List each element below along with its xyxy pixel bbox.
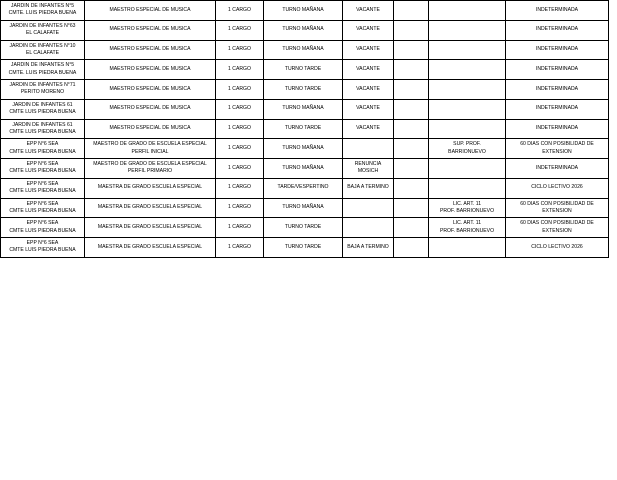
cell-turno <box>264 40 343 60</box>
cell-establecimiento <box>1 238 85 258</box>
cell-line: 1 CARGO <box>228 105 251 112</box>
cell-line: TURNO MAÑANA <box>282 144 324 151</box>
cell-cantidad <box>216 99 264 119</box>
cell-observacion <box>429 198 506 218</box>
cell-duracion <box>506 238 609 258</box>
cell-cantidad <box>216 139 264 159</box>
cell-cargo_denominacion <box>85 178 216 198</box>
cell-line: PROF. BARRIONUEVO <box>439 207 495 214</box>
cell-observacion <box>429 40 506 60</box>
cell-line: TURNO MAÑANA <box>282 105 324 112</box>
cell-line: EPP N°6 SEA <box>26 200 59 207</box>
table-row <box>1 238 609 258</box>
cell-situacion <box>343 1 394 21</box>
cell-line: 1 CARGO <box>228 125 251 132</box>
cell-duracion <box>506 1 609 21</box>
cell-cargo_denominacion <box>85 1 216 21</box>
cell-turno <box>264 80 343 100</box>
cell-extra <box>394 238 429 258</box>
cell-extra <box>394 1 429 21</box>
cell-cargo_denominacion <box>85 119 216 139</box>
cell-line: CMTE LUIS PIEDRA BUENA <box>9 207 76 214</box>
cell-cantidad <box>216 178 264 198</box>
cell-cargo_denominacion <box>85 218 216 238</box>
cell-establecimiento <box>1 159 85 179</box>
cell-cantidad <box>216 40 264 60</box>
cell-line: 1 CARGO <box>228 243 251 250</box>
cell-line: 1 CARGO <box>228 164 251 171</box>
cell-line: 1 CARGO <box>228 46 251 53</box>
cell-line: INDETERMINADA <box>535 65 579 72</box>
table-row <box>1 119 609 139</box>
cell-situacion <box>343 40 394 60</box>
cell-turno <box>264 218 343 238</box>
cell-line: MAESTRA DE GRADO ESCUELA ESPECIAL <box>97 204 203 211</box>
cell-line: EXTENSION <box>542 207 572 214</box>
cell-line: MAESTRO DE GRADO DE ESCUELA ESPECIAL <box>93 161 207 167</box>
cell-line: 60 DIAS CON POSIBILIDAD DE <box>520 220 594 227</box>
cell-line: 60 DIAS CON POSIBILIDAD DE <box>520 141 594 148</box>
cell-establecimiento <box>1 119 85 139</box>
cell-cantidad <box>216 218 264 238</box>
cell-establecimiento <box>1 218 85 238</box>
cell-duracion <box>506 119 609 139</box>
cell-extra <box>394 40 429 60</box>
cell-line: EXTENSION <box>542 227 572 234</box>
cell-turno <box>264 178 343 198</box>
cell-extra <box>394 218 429 238</box>
cell-line: JARDIN DE INFANTES N°10 <box>9 42 76 49</box>
cell-line: 1 CARGO <box>228 26 251 33</box>
cell-duracion <box>506 139 609 159</box>
table-body <box>1 1 609 258</box>
cell-line: BARRIONUEVO <box>448 148 486 155</box>
cell-line: TURNO TARDE <box>284 65 322 72</box>
cell-line: EL CALAFATE <box>25 49 60 56</box>
cell-line: INDETERMINADA <box>535 26 579 33</box>
cell-cargo_denominacion <box>85 238 216 258</box>
cell-line: MAESTRA DE GRADO ESCUELA ESPECIAL <box>97 223 203 230</box>
table-row <box>1 178 609 198</box>
cell-line: TURNO TARDE <box>284 223 322 230</box>
cell-establecimiento <box>1 198 85 218</box>
cell-duracion <box>506 80 609 100</box>
table-row <box>1 60 609 80</box>
cell-cargo_denominacion <box>85 80 216 100</box>
cell-cantidad <box>216 119 264 139</box>
cell-cargo_denominacion <box>85 99 216 119</box>
cell-establecimiento <box>1 178 85 198</box>
cell-line: MAESTRO ESPECIAL DE MUSICA <box>109 26 191 33</box>
cell-observacion <box>429 60 506 80</box>
cell-line: JARDIN DE INFANTES 61 <box>12 121 73 128</box>
cell-line: 1 CARGO <box>228 65 251 72</box>
cell-line: JARDIN DE INFANTES N°63 <box>9 22 76 29</box>
cell-line: BAJA A TERMINO <box>347 184 389 191</box>
cell-cantidad <box>216 238 264 258</box>
cell-line: JARDIN DE INFANTES N°5 <box>10 62 75 69</box>
cell-line: BAJA A TERMINO <box>347 243 389 250</box>
cell-line: PERITO MORENO <box>20 89 65 96</box>
cell-situacion <box>343 60 394 80</box>
cell-line: INDETERMINADA <box>535 6 579 13</box>
cell-line: INDETERMINADA <box>535 46 579 53</box>
cell-cantidad <box>216 60 264 80</box>
cell-observacion <box>429 139 506 159</box>
cell-line: INDETERMINADA <box>535 125 579 132</box>
cell-extra <box>394 198 429 218</box>
cell-line: CMTE LUIS PIEDRA BUENA <box>9 168 76 175</box>
cell-turno <box>264 159 343 179</box>
cell-line: INDETERMINADA <box>535 164 579 171</box>
cell-line: MAESTRO ESPECIAL DE MUSICA <box>109 85 191 92</box>
cell-cargo_denominacion <box>85 40 216 60</box>
cell-observacion <box>429 218 506 238</box>
table-row <box>1 139 609 159</box>
cell-line: TURNO TARDE <box>284 243 322 250</box>
cell-situacion <box>343 119 394 139</box>
cell-establecimiento <box>1 80 85 100</box>
cell-line: VACANTE <box>356 105 380 112</box>
cell-line: JARDIN DE INFANTES N°71 <box>9 82 76 88</box>
cell-line: MAESTRO ESPECIAL DE MUSICA <box>109 125 191 132</box>
cell-line: MAESTRO ESPECIAL DE MUSICA <box>109 46 191 53</box>
cell-line: CMTE. LUIS PIEDRA BUENA <box>8 69 77 76</box>
cell-situacion <box>343 99 394 119</box>
cell-line: TURNO MAÑANA <box>282 204 324 211</box>
cell-line: EXTENSION <box>542 148 572 155</box>
cell-line: 1 CARGO <box>228 184 251 191</box>
cell-observacion <box>429 99 506 119</box>
cell-line: LIC. ART. 11 <box>452 220 482 227</box>
cell-cargo_denominacion <box>85 198 216 218</box>
cell-line: CMTE LUIS PIEDRA BUENA <box>9 188 76 195</box>
cell-extra <box>394 80 429 100</box>
cell-establecimiento <box>1 60 85 80</box>
cell-extra <box>394 119 429 139</box>
cell-line: CMTE. LUIS PIEDRA BUENA <box>8 10 77 17</box>
cell-duracion <box>506 99 609 119</box>
table-row <box>1 159 609 179</box>
cell-line: INDETERMINADA <box>535 105 579 112</box>
cell-line: MAESTRO ESPECIAL DE MUSICA <box>109 6 191 13</box>
cell-line: INDETERMINADA <box>535 85 579 92</box>
cell-line: EPP N°6 SEA <box>26 220 59 227</box>
cell-observacion <box>429 1 506 21</box>
cell-line: RENUNCIA <box>354 161 382 167</box>
cell-line: MOSICH <box>357 168 379 175</box>
cell-line: 1 CARGO <box>228 144 251 151</box>
cell-line: TARDE/VESPERTINO <box>277 184 329 191</box>
table-row <box>1 99 609 119</box>
cell-extra <box>394 60 429 80</box>
cell-turno <box>264 139 343 159</box>
cell-establecimiento <box>1 99 85 119</box>
cell-establecimiento <box>1 40 85 60</box>
cell-cargo_denominacion <box>85 159 216 179</box>
cell-duracion <box>506 20 609 40</box>
cell-extra <box>394 178 429 198</box>
cell-turno <box>264 99 343 119</box>
cell-line: TURNO TARDE <box>284 125 322 132</box>
cell-line: CMTE LUIS PIEDRA BUENA <box>9 227 76 234</box>
cell-line: VACANTE <box>356 6 380 13</box>
cell-line: JARDIN DE INFANTES N°5 <box>10 3 75 9</box>
cell-observacion <box>429 80 506 100</box>
cell-cantidad <box>216 80 264 100</box>
cell-duracion <box>506 198 609 218</box>
cell-situacion <box>343 139 394 159</box>
cell-line: CMTE LUIS PIEDRA BUENA <box>9 128 76 135</box>
cell-line: TURNO MAÑANA <box>282 26 324 33</box>
cell-observacion <box>429 178 506 198</box>
cell-line: EPP N°6 SEA <box>26 161 59 167</box>
cell-line: LIC. ART. 11 <box>452 200 482 207</box>
cell-extra <box>394 20 429 40</box>
cell-line: 1 CARGO <box>228 223 251 230</box>
cell-line: 1 CARGO <box>228 204 251 211</box>
cell-line: EL CALAFATE <box>25 30 60 37</box>
cell-cargo_denominacion <box>85 139 216 159</box>
cell-line: PERFIL PRIMARIO <box>127 168 173 175</box>
cell-duracion <box>506 60 609 80</box>
cell-line: EPP N°6 SEA <box>26 141 59 148</box>
cell-establecimiento <box>1 139 85 159</box>
cell-cantidad <box>216 20 264 40</box>
cell-establecimiento <box>1 1 85 21</box>
cell-turno <box>264 198 343 218</box>
cell-observacion <box>429 238 506 258</box>
cell-line: TURNO MAÑANA <box>282 46 324 53</box>
cell-turno <box>264 60 343 80</box>
cell-line: VACANTE <box>356 46 380 53</box>
table-row <box>1 20 609 40</box>
cell-cantidad <box>216 159 264 179</box>
cell-line: MAESTRO ESPECIAL DE MUSICA <box>109 105 191 112</box>
cell-cargo_denominacion <box>85 20 216 40</box>
cell-line: CMTE LUIS PIEDRA BUENA <box>9 247 76 254</box>
cell-line: VACANTE <box>356 85 380 92</box>
cell-cantidad <box>216 198 264 218</box>
cell-line: CMTE LUIS PIEDRA BUENA <box>9 109 76 116</box>
cell-line: SUP. PROF. <box>453 141 481 148</box>
cell-line: 60 DIAS CON POSIBILIDAD DE <box>520 200 594 207</box>
cell-establecimiento <box>1 20 85 40</box>
cell-duracion <box>506 178 609 198</box>
cell-line: JARDIN DE INFANTES 61 <box>12 101 73 108</box>
cell-duracion <box>506 159 609 179</box>
cell-observacion <box>429 159 506 179</box>
cell-line: EPP N°6 SEA <box>26 240 59 246</box>
table-row <box>1 198 609 218</box>
cell-turno <box>264 20 343 40</box>
cell-situacion <box>343 198 394 218</box>
cell-observacion <box>429 20 506 40</box>
cell-line: TURNO MAÑANA <box>282 6 324 13</box>
cell-line: MAESTRO ESPECIAL DE MUSICA <box>109 65 191 72</box>
cell-turno <box>264 1 343 21</box>
cell-duracion <box>506 218 609 238</box>
cell-situacion <box>343 159 394 179</box>
cell-cargo_denominacion <box>85 60 216 80</box>
cell-situacion <box>343 20 394 40</box>
cell-duracion <box>506 40 609 60</box>
cell-line: MAESTRA DE GRADO ESCUELA ESPECIAL <box>97 184 203 191</box>
cell-line: VACANTE <box>356 125 380 132</box>
cell-extra <box>394 139 429 159</box>
cell-line: EPP N°6 SEA <box>26 180 59 187</box>
cell-cantidad <box>216 1 264 21</box>
cell-situacion <box>343 218 394 238</box>
table-row <box>1 40 609 60</box>
cell-line: VACANTE <box>356 65 380 72</box>
cell-line: PROF. BARRIONUEVO <box>439 227 495 234</box>
cell-situacion <box>343 80 394 100</box>
cell-line: MAESTRA DE GRADO ESCUELA ESPECIAL <box>97 243 203 250</box>
cell-turno <box>264 119 343 139</box>
cell-line: TURNO TARDE <box>284 85 322 92</box>
table-row <box>1 218 609 238</box>
cell-line: 1 CARGO <box>228 6 251 13</box>
cell-situacion <box>343 238 394 258</box>
cell-extra <box>394 159 429 179</box>
cell-line: 1 CARGO <box>228 85 251 92</box>
cell-line: CICLO LECTIVO 2026 <box>531 184 583 191</box>
cell-situacion <box>343 178 394 198</box>
table-row <box>1 1 609 21</box>
table-row <box>1 80 609 100</box>
cell-observacion <box>429 119 506 139</box>
cell-line: PERFIL INICIAL <box>131 148 169 155</box>
cell-line: MAESTRO DE GRADO DE ESCUELA ESPECIAL <box>93 141 207 148</box>
cell-line: CICLO LECTIVO 2026 <box>531 243 583 250</box>
cell-turno <box>264 238 343 258</box>
cell-extra <box>394 99 429 119</box>
cell-line: VACANTE <box>356 26 380 33</box>
cell-line: CMTE LUIS PIEDRA BUENA <box>9 148 76 155</box>
cell-line: TURNO MAÑANA <box>282 164 324 171</box>
